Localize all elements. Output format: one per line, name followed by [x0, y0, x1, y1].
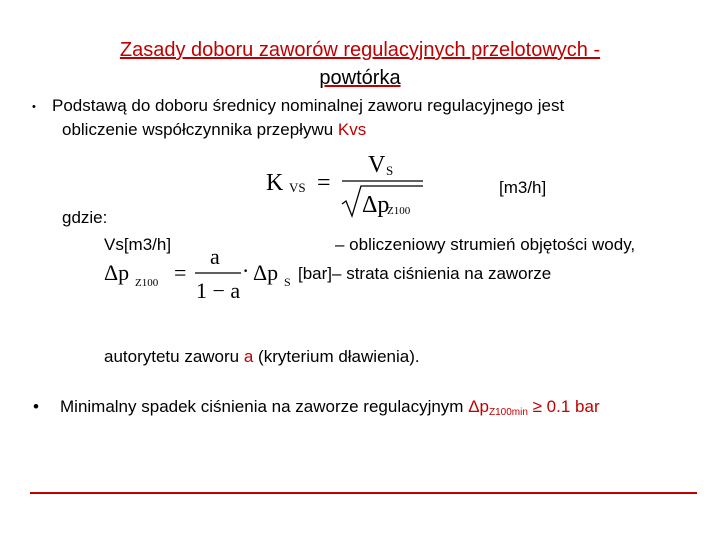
kvs-formula-numerator: V	[368, 152, 386, 178]
min-dp-symbol: Δp	[468, 397, 489, 416]
bullet-2-plain: Minimalny spadek ciśnienia na zaworze regulacyjnym	[60, 397, 469, 416]
kvs-highlight: Kvs	[337, 120, 367, 139]
formula-2-equals: =	[174, 260, 187, 285]
kvs-formula-numerator-sub: S	[386, 163, 394, 178]
kvs-formula-lhs: K	[266, 170, 284, 196]
slide-title-line-2: powtórka	[319, 67, 401, 89]
bullet-marker-2: •	[33, 397, 39, 416]
slide-title	[30, 36, 690, 92]
bullet-1-line-2-text: obliczenie współczynnika przepływu	[62, 120, 338, 139]
min-dp-subscript: Z100min	[489, 407, 528, 418]
bullet-marker-1: •	[32, 101, 36, 113]
kvs-formula-lhs-sub: VS	[289, 180, 306, 195]
min-pressure-drop-highlight	[468, 397, 599, 416]
dp-s-subscript: S	[284, 275, 291, 289]
authority-a-highlight: a	[243, 347, 254, 366]
authority-denominator: 1 − a	[196, 278, 241, 303]
kvs-formula-denominator: Δp	[362, 192, 390, 218]
vs-symbol: Vs[m3/h]	[104, 235, 172, 254]
authority-line	[104, 347, 420, 367]
bottom-divider	[30, 492, 697, 494]
authority-formula	[104, 244, 298, 304]
kvs-formula-equals: =	[317, 170, 331, 196]
kvs-formula	[262, 148, 432, 220]
kvs-formula-denominator-sub: Z100	[387, 205, 411, 217]
authority-suffix: (kryterium dławienia).	[253, 347, 420, 366]
dp-z100-subscript: Z100	[135, 277, 159, 289]
vs-description: – obliczeniowy strumień objętości wody,	[335, 235, 636, 254]
slide-title-line-1: Zasady doboru zaworów regulacyjnych przelotowych -	[119, 39, 601, 61]
kvs-unit: [m3/h]	[499, 178, 547, 197]
dp-z100-symbol: Δp	[104, 260, 130, 285]
bullet-1-line-1: Podstawą do doboru średnicy nominalnej zaworu regulacyjnego jest	[52, 96, 565, 115]
dp-s-description: [bar]– strata ciśnienia na zaworze	[298, 264, 552, 283]
bullet-1-line-2	[62, 120, 366, 140]
authority-prefix: autorytetu zaworu	[104, 347, 244, 366]
bullet-2-text	[60, 397, 600, 418]
authority-numerator: a	[210, 244, 220, 269]
multiply-dot: ·	[242, 258, 250, 283]
min-dp-value: ≥ 0.1 bar	[527, 397, 600, 416]
where-label: gdzie:	[62, 208, 108, 227]
dp-s-symbol: Δp	[253, 260, 279, 285]
